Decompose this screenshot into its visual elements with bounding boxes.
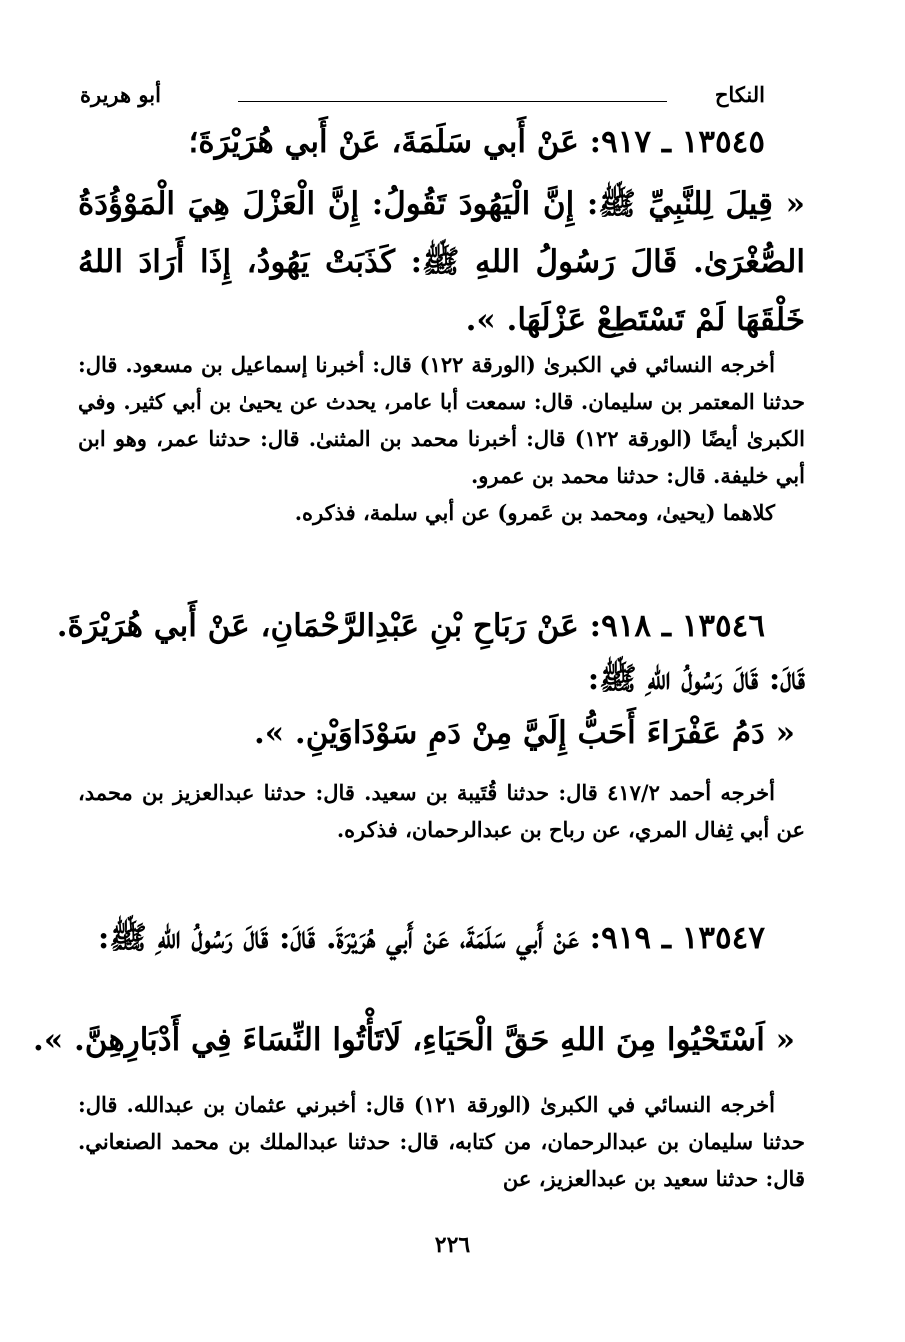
takhrij-paragraph: كلاهما (يحيىٰ، ومحمد بن عَمرو) عن أبي سلمة، فذكره. xyxy=(294,500,775,525)
hadith-917-text: « قِيلَ لِلنَّبِيِّ ﷺ: إِنَّ الْيَهُودَ تَقُولُ: إِنَّ الْعَزْلَ هِيَ الْمَوْؤُدَةُ الصُّغْرَىٰ. قَالَ رَسُولُ اللهِ ﷺ: كَذَبَتْ يَهُودُ، إِذَا أَرَادَ اللهُ خَلْقَهَا لَمْ تَسْتَطِعْ عَزْلَهَا. ». xyxy=(78,186,805,338)
page-number: ٢٢٦ xyxy=(434,1232,471,1258)
hadith-917-takhrij xyxy=(78,346,805,531)
hadith-917-heading: ١٣٥٤٥ ـ ٩١٧: عَنْ أَبي سَلَمَةَ، عَنْ أَبي هُرَيْرَةَ؛ xyxy=(188,124,765,160)
takhrij-paragraph: أخرجه النسائي في الكبرىٰ (الورقة ١٢٢) قال: أخبرنا إسماعيل بن مسعود. قال: حدثنا المعتمر بن سليمان. قال: سمعت أبا عامر، يحدث عن يحيىٰ بن أبي كثير. وفي الكبرىٰ أيضًا (الورقة ١٢٢) قال: أخبرنا محمد بن المثنىٰ. قال: حدثنا عمر، وهو ابن أبي خليفة. قال: حدثنا محمد بن عمرو. xyxy=(78,352,806,488)
takhrij-paragraph: أخرجه أحمد ٤١٧/٢ قال: حدثنا قُتَيبة بن سعيد. قال: حدثنا عبدالعزيز بن محمد، عن أبي ثِفال المري، عن رباح بن عبدالرحمان، فذكره. xyxy=(78,780,805,842)
chapter-title: النكاح xyxy=(714,82,765,107)
takhrij-paragraph: أخرجه النسائي في الكبرىٰ (الورقة ١٢١) قال: أخبرني عثمان بن عبدالله. قال: حدثنا سليمان بن عبدالرحمان، من كتابه، قال: حدثنا عبدالملك بن محمد الصنعاني. قال: حدثنا سعيد بن عبدالعزيز، عن xyxy=(78,1092,805,1191)
running-header xyxy=(80,82,765,112)
hadith-919-heading: ١٣٥٤٧ ـ ٩١٩: عَنْ أَبي سَلَمَةَ، عَنْ أَبي هُرَيْرَةَ. قَالَ: قَالَ رَسُولُ اللهِ ﷺ: xyxy=(97,920,765,956)
header-rule xyxy=(238,101,667,102)
hadith-918-text: « دَمُ عَفْرَاءَ أَحَبُّ إِلَيَّ مِنْ دَمِ سَوْدَاوَيْنِ. ». xyxy=(253,715,795,751)
hadith-918-intro: قَالَ: قَالَ رَسُولُ اللهِ ﷺ: xyxy=(587,661,805,697)
hadith-919-text: « اَسْتَحْيُوا مِنَ اللهِ حَقَّ الْحَيَاءِ، لَاتَأْتُوا النِّسَاءَ فِي أَدْبَارِهِنَّ. ». xyxy=(33,1022,795,1058)
hadith-918-heading: ١٣٥٤٦ ـ ٩١٨: عَنْ رَبَاحِ بْنِ عَبْدِالرَّحْمَانِ، عَنْ أَبي هُرَيْرَةَ. xyxy=(56,608,765,644)
hadith-918-takhrij xyxy=(78,774,805,848)
hadith-919-takhrij xyxy=(78,1086,805,1197)
book-title: أبو هريرة xyxy=(80,82,161,107)
